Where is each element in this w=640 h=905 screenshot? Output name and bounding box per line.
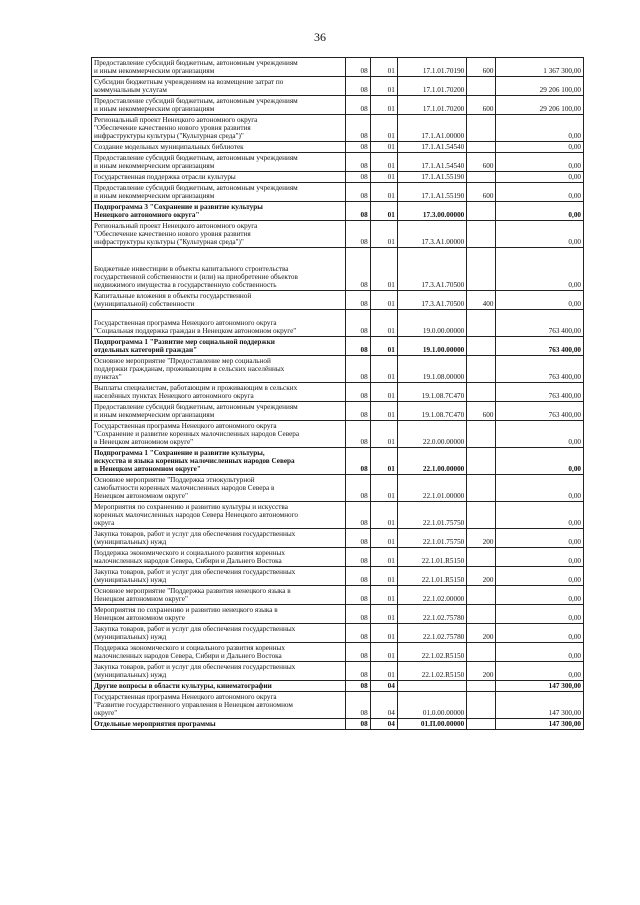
- row-section-cell: 08: [345, 624, 370, 643]
- row-subsection-cell: 01: [370, 529, 397, 548]
- table-row: [92, 624, 584, 643]
- row-amount-cell: 0,00: [496, 421, 584, 448]
- row-section-cell: 08: [345, 692, 370, 719]
- row-expense-type-cell: [467, 142, 496, 153]
- row-expense-type-cell: 600: [467, 96, 496, 115]
- row-expense-type-cell: 600: [467, 58, 496, 77]
- row-name-cell: Создание модельных муниципальных библиотек: [92, 142, 346, 153]
- row-target-code-cell: 17.1.01.70200: [397, 96, 466, 115]
- budget-table: [91, 57, 584, 730]
- row-expense-type-cell: 200: [467, 624, 496, 643]
- table-row: [92, 402, 584, 421]
- row-expense-type-cell: [467, 310, 496, 337]
- row-subsection-cell: 01: [370, 421, 397, 448]
- row-section-cell: 08: [345, 567, 370, 586]
- row-subsection-cell: 04: [370, 719, 397, 730]
- row-section-cell: 08: [345, 662, 370, 681]
- row-amount-cell: 0,00: [496, 115, 584, 142]
- row-section-cell: 08: [345, 502, 370, 529]
- row-name-cell: Бюджетные инвестиции в объекты капитального строительства государственной собственности и (или) на приобретение объектов недвижимого имущества в государственную собственность: [92, 248, 346, 291]
- row-expense-type-cell: [467, 605, 496, 624]
- row-subsection-cell: 01: [370, 448, 397, 475]
- row-expense-type-cell: [467, 172, 496, 183]
- row-name-cell: Закупка товаров, работ и услуг для обеспечения государственных (муниципальных) нужд: [92, 567, 346, 586]
- row-subsection-cell: 01: [370, 96, 397, 115]
- row-subsection-cell: 01: [370, 221, 397, 248]
- row-subsection-cell: 01: [370, 643, 397, 662]
- table-row: [92, 115, 584, 142]
- row-section-cell: 08: [345, 448, 370, 475]
- row-target-code-cell: 22.1.01.R5150: [397, 567, 466, 586]
- row-name-cell: Подпрограмма 1 "Сохранение и развитие культуры, искусства и языка коренных малочисленных народов Севера в Ненецком автономном округе": [92, 448, 346, 475]
- row-name-cell: Региональный проект Ненецкого автономного округа "Обеспечение качественно нового уровня развития инфраструктуры культуры ("Культурная среда")": [92, 221, 346, 248]
- row-expense-type-cell: [467, 383, 496, 402]
- table-row: [92, 337, 584, 356]
- row-target-code-cell: 22.1.01.75750: [397, 502, 466, 529]
- row-expense-type-cell: [467, 248, 496, 291]
- row-amount-cell: 0,00: [496, 172, 584, 183]
- row-target-code-cell: [397, 681, 466, 692]
- table-row: [92, 291, 584, 310]
- row-name-cell: Выплаты специалистам, работающим и проживающим в сельских населённых пунктах Ненецкого автономного округа: [92, 383, 346, 402]
- row-subsection-cell: 01: [370, 337, 397, 356]
- row-target-code-cell: 17.1.01.70190: [397, 58, 466, 77]
- row-amount-cell: 0,00: [496, 624, 584, 643]
- row-target-code-cell: 22.1.02.75780: [397, 605, 466, 624]
- row-amount-cell: 0,00: [496, 662, 584, 681]
- row-section-cell: 08: [345, 115, 370, 142]
- row-section-cell: 08: [345, 183, 370, 202]
- row-target-code-cell: 17.1.01.70200: [397, 77, 466, 96]
- row-name-cell: Государственная программа Ненецкого автономного округа "Сохранение и развитие коренных малочисленных народов Севера в Ненецком автономном округе": [92, 421, 346, 448]
- row-expense-type-cell: [467, 475, 496, 502]
- row-amount-cell: 0,00: [496, 142, 584, 153]
- page-number: 36: [314, 30, 326, 44]
- row-section-cell: 08: [345, 248, 370, 291]
- row-amount-cell: 0,00: [496, 183, 584, 202]
- row-amount-cell: 0,00: [496, 448, 584, 475]
- table-row: [92, 681, 584, 692]
- row-expense-type-cell: 600: [467, 183, 496, 202]
- table-row: [92, 202, 584, 221]
- row-target-code-cell: 22.1.02.00000: [397, 586, 466, 605]
- row-name-cell: Мероприятия по сохранению и развитию ненецкого языка в Ненецком автономном округе: [92, 605, 346, 624]
- row-name-cell: Капитальные вложения в объекты государственной (муниципальной) собственности: [92, 291, 346, 310]
- row-section-cell: 08: [345, 356, 370, 383]
- row-amount-cell: 0,00: [496, 475, 584, 502]
- table-row: [92, 719, 584, 730]
- table-row: [92, 96, 584, 115]
- row-target-code-cell: 19.0.00.00000: [397, 310, 466, 337]
- row-amount-cell: 147 300,00: [496, 719, 584, 730]
- row-subsection-cell: 01: [370, 662, 397, 681]
- row-section-cell: 08: [345, 548, 370, 567]
- row-section-cell: 08: [345, 383, 370, 402]
- row-subsection-cell: 04: [370, 681, 397, 692]
- budget-table-body: [92, 58, 584, 730]
- row-section-cell: 08: [345, 153, 370, 172]
- row-amount-cell: 763 400,00: [496, 356, 584, 383]
- row-amount-cell: 0,00: [496, 291, 584, 310]
- row-subsection-cell: 01: [370, 356, 397, 383]
- row-section-cell: 08: [345, 58, 370, 77]
- row-target-code-cell: 22.1.02.75780: [397, 624, 466, 643]
- row-target-code-cell: 17.1.А1.54540: [397, 142, 466, 153]
- row-name-cell: Закупка товаров, работ и услуг для обеспечения государственных (муниципальных) нужд: [92, 662, 346, 681]
- row-name-cell: Предоставление субсидий бюджетным, автономным учреждениям и иным некоммерческим организациям: [92, 153, 346, 172]
- table-row: [92, 692, 584, 719]
- row-section-cell: 08: [345, 77, 370, 96]
- row-subsection-cell: 01: [370, 115, 397, 142]
- row-subsection-cell: 04: [370, 692, 397, 719]
- row-section-cell: 08: [345, 172, 370, 183]
- table-row: [92, 172, 584, 183]
- row-amount-cell: 763 400,00: [496, 310, 584, 337]
- row-name-cell: Государственная программа Ненецкого автономного округа "Развитие государственного управления в Ненецком автономном округе": [92, 692, 346, 719]
- row-section-cell: 08: [345, 402, 370, 421]
- table-row: [92, 605, 584, 624]
- table-row: [92, 529, 584, 548]
- row-name-cell: Предоставление субсидий бюджетным, автономным учреждениям и иным некоммерческим организациям: [92, 58, 346, 77]
- row-name-cell: Закупка товаров, работ и услуг для обеспечения государственных (муниципальных) нужд: [92, 624, 346, 643]
- row-section-cell: 08: [345, 310, 370, 337]
- table-row: [92, 662, 584, 681]
- row-expense-type-cell: [467, 115, 496, 142]
- row-target-code-cell: 22.1.01.R5150: [397, 548, 466, 567]
- row-name-cell: Основное мероприятие "Поддержка этнокультурной самобытности коренных малочисленных народов Севера в Ненецком автономном округе": [92, 475, 346, 502]
- row-target-code-cell: 19.1.08.7С470: [397, 383, 466, 402]
- row-target-code-cell: 17.1.А1.55190: [397, 172, 466, 183]
- row-expense-type-cell: 200: [467, 662, 496, 681]
- table-row: [92, 567, 584, 586]
- row-amount-cell: 0,00: [496, 221, 584, 248]
- row-name-cell: Другие вопросы в области культуры, кинематографии: [92, 681, 346, 692]
- row-name-cell: Предоставление субсидий бюджетным, автономным учреждениям и иным некоммерческим организациям: [92, 402, 346, 421]
- row-amount-cell: 0,00: [496, 529, 584, 548]
- row-name-cell: Отдельные мероприятия программы: [92, 719, 346, 730]
- table-row: [92, 383, 584, 402]
- table-row: [92, 548, 584, 567]
- row-name-cell: Основное мероприятие "Предоставление мер социальной поддержки гражданам, проживающим в сельских населённых пунктах": [92, 356, 346, 383]
- row-expense-type-cell: [467, 448, 496, 475]
- row-expense-type-cell: [467, 202, 496, 221]
- row-target-code-cell: 17.1.А1.54540: [397, 153, 466, 172]
- row-name-cell: Государственная программа Ненецкого автономного округа "Социальная поддержка граждан в Ненецком автономном округе": [92, 310, 346, 337]
- row-expense-type-cell: 600: [467, 402, 496, 421]
- row-amount-cell: 147 300,00: [496, 681, 584, 692]
- row-expense-type-cell: [467, 586, 496, 605]
- row-section-cell: 08: [345, 529, 370, 548]
- row-target-code-cell: 19.1.08.7С470: [397, 402, 466, 421]
- row-subsection-cell: 01: [370, 142, 397, 153]
- row-section-cell: 08: [345, 681, 370, 692]
- table-row: [92, 586, 584, 605]
- row-target-code-cell: 17.1.А1.55190: [397, 183, 466, 202]
- row-expense-type-cell: [467, 719, 496, 730]
- row-name-cell: Поддержка экономического и социального развития коренных малочисленных народов Севера, Сибири и Дальнего Востока: [92, 548, 346, 567]
- table-row: [92, 356, 584, 383]
- row-subsection-cell: 01: [370, 202, 397, 221]
- row-target-code-cell: 22.1.02.R5150: [397, 662, 466, 681]
- row-section-cell: 08: [345, 337, 370, 356]
- table-row: [92, 221, 584, 248]
- table-row: [92, 77, 584, 96]
- row-target-code-cell: 01.0.00.00000: [397, 692, 466, 719]
- table-row: [92, 58, 584, 77]
- table-row: [92, 448, 584, 475]
- row-amount-cell: 29 206 100,00: [496, 96, 584, 115]
- row-target-code-cell: 19.1.00.00000: [397, 337, 466, 356]
- row-section-cell: 08: [345, 221, 370, 248]
- row-expense-type-cell: 200: [467, 529, 496, 548]
- row-name-cell: Региональный проект Ненецкого автономного округа "Обеспечение качественно нового уровня развития инфраструктуры культуры ("Культурная среда")": [92, 115, 346, 142]
- row-subsection-cell: 01: [370, 248, 397, 291]
- row-name-cell: Подпрограмма 3 "Сохранение и развитие культуры Ненецкого автономного округа": [92, 202, 346, 221]
- row-subsection-cell: 01: [370, 402, 397, 421]
- row-subsection-cell: 01: [370, 586, 397, 605]
- row-subsection-cell: 01: [370, 172, 397, 183]
- row-amount-cell: 763 400,00: [496, 383, 584, 402]
- row-amount-cell: 0,00: [496, 567, 584, 586]
- row-amount-cell: 147 300,00: [496, 692, 584, 719]
- row-amount-cell: 763 400,00: [496, 337, 584, 356]
- row-name-cell: Предоставление субсидий бюджетным, автономным учреждениям и иным некоммерческим организациям: [92, 96, 346, 115]
- row-section-cell: 08: [345, 719, 370, 730]
- row-subsection-cell: 01: [370, 183, 397, 202]
- row-section-cell: 08: [345, 291, 370, 310]
- row-section-cell: 08: [345, 605, 370, 624]
- row-expense-type-cell: [467, 356, 496, 383]
- table-row: [92, 183, 584, 202]
- row-target-code-cell: 22.0.00.00000: [397, 421, 466, 448]
- row-expense-type-cell: 200: [467, 567, 496, 586]
- row-expense-type-cell: [467, 681, 496, 692]
- row-expense-type-cell: 400: [467, 291, 496, 310]
- row-subsection-cell: 01: [370, 475, 397, 502]
- row-expense-type-cell: [467, 502, 496, 529]
- table-row: [92, 310, 584, 337]
- row-name-cell: Поддержка экономического и социального развития коренных малочисленных народов Севера, Сибири и Дальнего Востока: [92, 643, 346, 662]
- row-amount-cell: 29 206 100,00: [496, 77, 584, 96]
- row-amount-cell: 0,00: [496, 248, 584, 291]
- row-target-code-cell: 22.1.02.R5150: [397, 643, 466, 662]
- row-subsection-cell: 01: [370, 58, 397, 77]
- table-row: [92, 153, 584, 172]
- row-section-cell: 08: [345, 643, 370, 662]
- row-amount-cell: 1 367 300,00: [496, 58, 584, 77]
- row-name-cell: Закупка товаров, работ и услуг для обеспечения государственных (муниципальных) нужд: [92, 529, 346, 548]
- row-amount-cell: 0,00: [496, 153, 584, 172]
- row-name-cell: Основное мероприятие "Поддержка развития ненецкого языка в Ненецком автономном округе": [92, 586, 346, 605]
- row-name-cell: Субсидии бюджетным учреждениям на возмещение затрат по коммунальным услугам: [92, 77, 346, 96]
- row-target-code-cell: 19.1.08.00000: [397, 356, 466, 383]
- row-expense-type-cell: [467, 221, 496, 248]
- row-expense-type-cell: [467, 337, 496, 356]
- row-amount-cell: 0,00: [496, 548, 584, 567]
- row-amount-cell: 0,00: [496, 202, 584, 221]
- table-row: [92, 142, 584, 153]
- row-subsection-cell: 01: [370, 624, 397, 643]
- row-name-cell: Мероприятия по сохранению и развитию культуры и искусства коренных малочисленных народов Севера Ненецкого автономного округа: [92, 502, 346, 529]
- row-target-code-cell: 17.3.00.00000: [397, 202, 466, 221]
- table-row: [92, 248, 584, 291]
- row-expense-type-cell: [467, 643, 496, 662]
- row-section-cell: 08: [345, 96, 370, 115]
- row-name-cell: Предоставление субсидий бюджетным, автономным учреждениям и иным некоммерческим организациям: [92, 183, 346, 202]
- row-amount-cell: 763 400,00: [496, 402, 584, 421]
- row-expense-type-cell: [467, 548, 496, 567]
- row-subsection-cell: 01: [370, 383, 397, 402]
- row-target-code-cell: 22.1.01.00000: [397, 475, 466, 502]
- row-name-cell: Подпрограмма 1 "Развитие мер социальной поддержки отдельных категорий граждан": [92, 337, 346, 356]
- row-amount-cell: 0,00: [496, 643, 584, 662]
- row-target-code-cell: 01.П.00.00000: [397, 719, 466, 730]
- row-expense-type-cell: 600: [467, 153, 496, 172]
- row-section-cell: 08: [345, 421, 370, 448]
- row-target-code-cell: 17.3.А1.70500: [397, 291, 466, 310]
- table-row: [92, 475, 584, 502]
- row-amount-cell: 0,00: [496, 605, 584, 624]
- row-subsection-cell: 01: [370, 567, 397, 586]
- row-subsection-cell: 01: [370, 310, 397, 337]
- row-target-code-cell: 22.1.00.00000: [397, 448, 466, 475]
- row-subsection-cell: 01: [370, 548, 397, 567]
- row-amount-cell: 0,00: [496, 502, 584, 529]
- row-name-cell: Государственная поддержка отрасли культуры: [92, 172, 346, 183]
- row-target-code-cell: 17.3.А1.00000: [397, 221, 466, 248]
- table-row: [92, 502, 584, 529]
- row-subsection-cell: 01: [370, 502, 397, 529]
- row-section-cell: 08: [345, 475, 370, 502]
- row-expense-type-cell: [467, 692, 496, 719]
- row-target-code-cell: 17.1.А1.00000: [397, 115, 466, 142]
- row-subsection-cell: 01: [370, 605, 397, 624]
- row-expense-type-cell: [467, 421, 496, 448]
- row-target-code-cell: 17.3.А1.70500: [397, 248, 466, 291]
- row-subsection-cell: 01: [370, 153, 397, 172]
- row-subsection-cell: 01: [370, 77, 397, 96]
- table-row: [92, 643, 584, 662]
- row-section-cell: 08: [345, 142, 370, 153]
- row-section-cell: 08: [345, 202, 370, 221]
- table-row: [92, 421, 584, 448]
- row-expense-type-cell: [467, 77, 496, 96]
- row-section-cell: 08: [345, 586, 370, 605]
- row-target-code-cell: 22.1.01.75750: [397, 529, 466, 548]
- row-subsection-cell: 01: [370, 291, 397, 310]
- row-amount-cell: 0,00: [496, 586, 584, 605]
